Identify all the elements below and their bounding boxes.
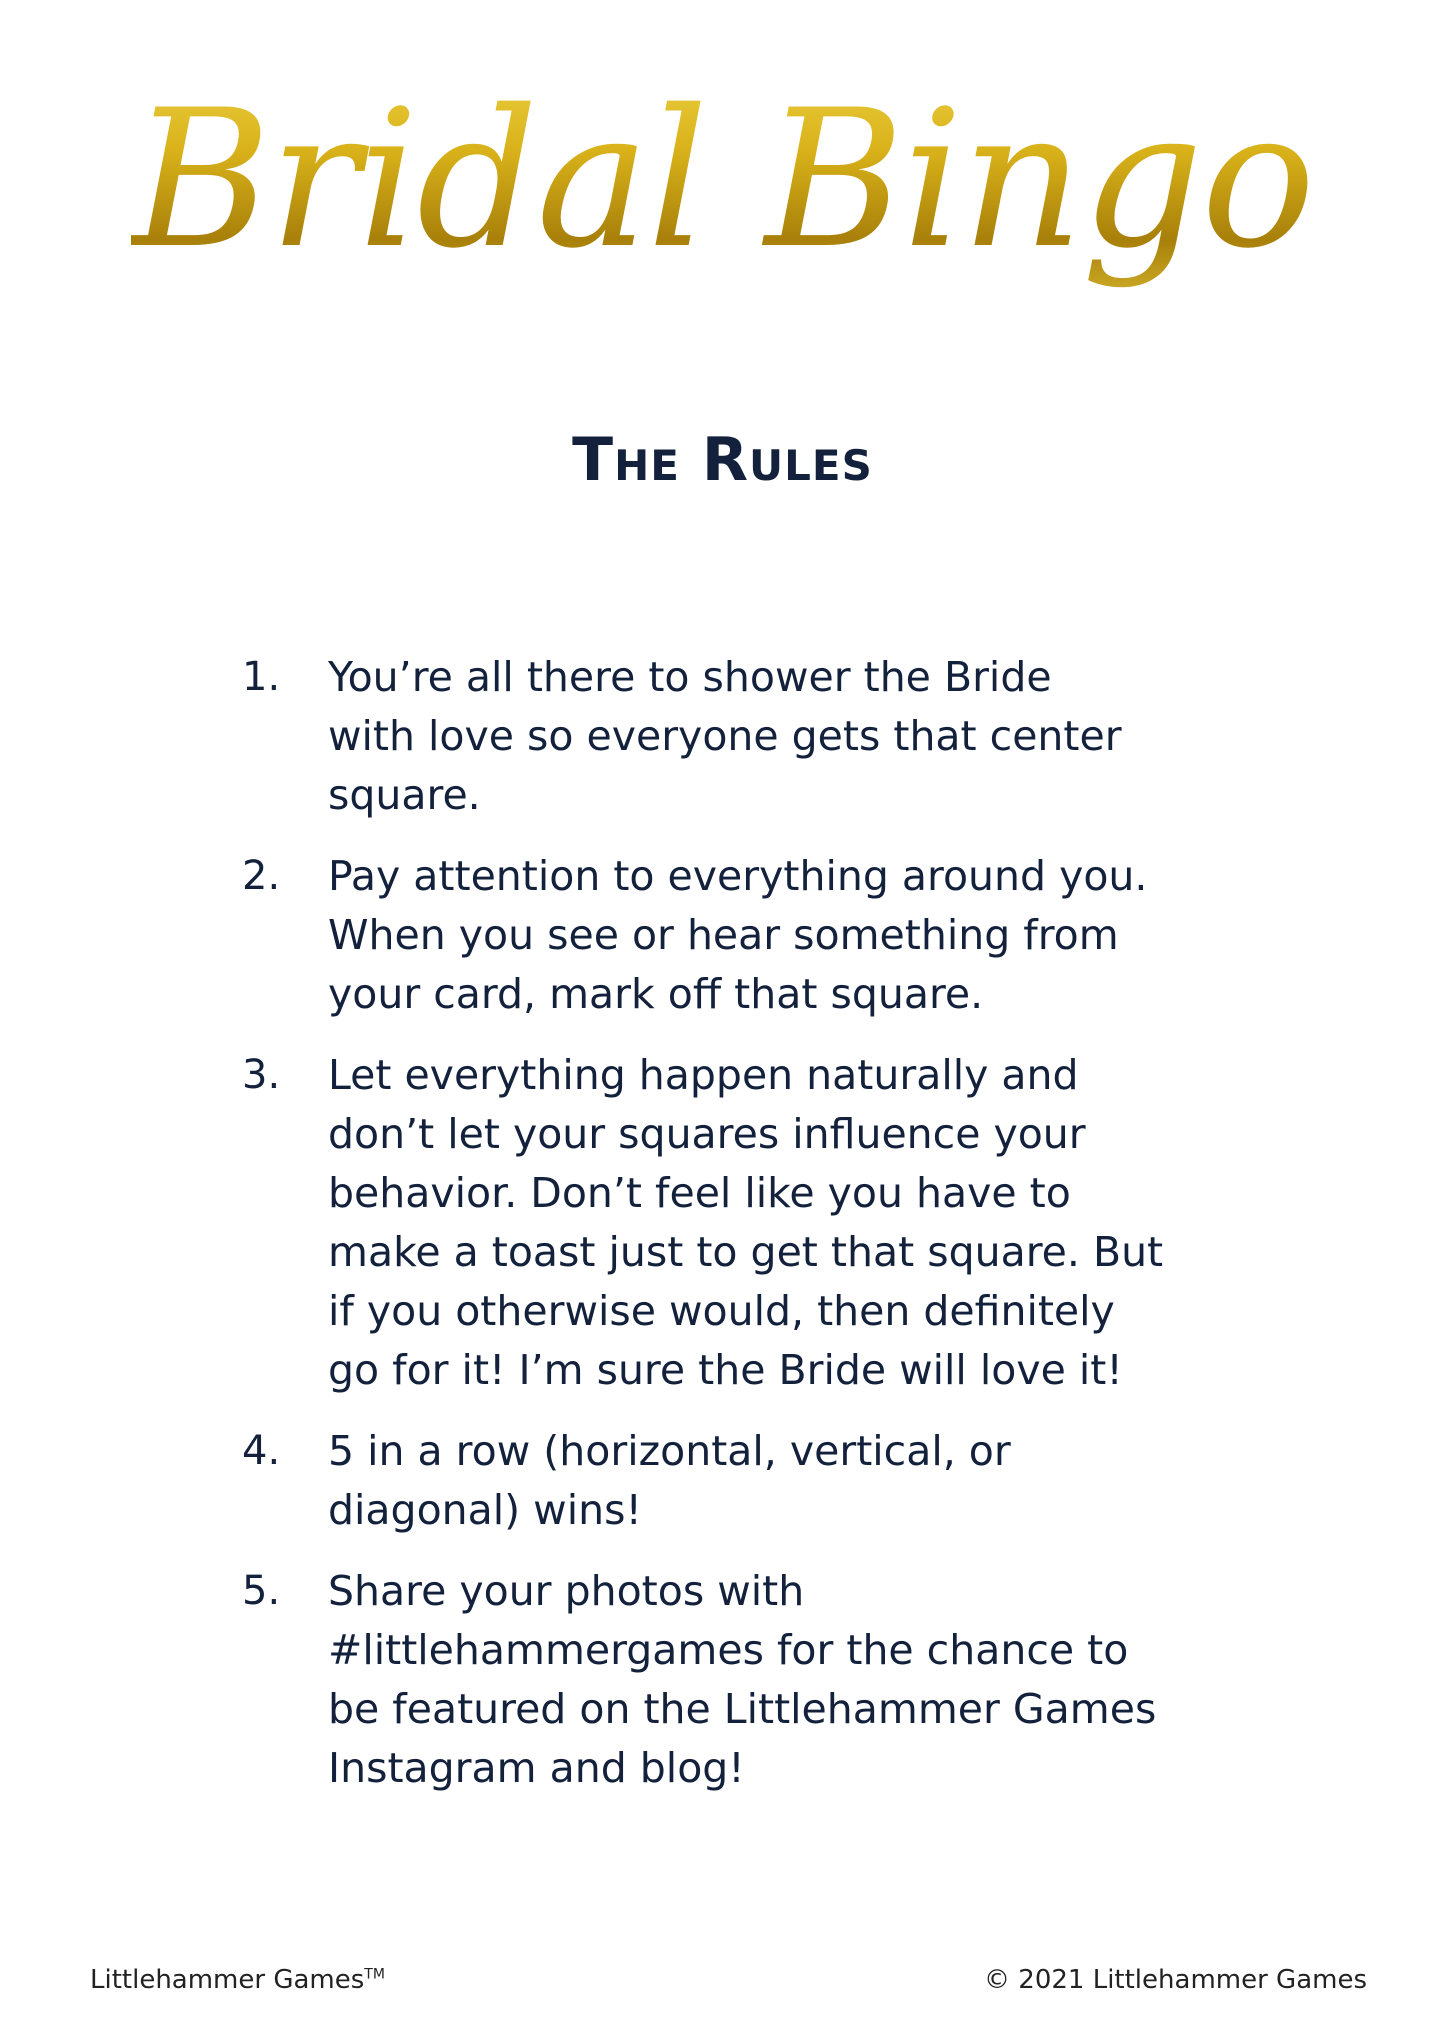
list-item xyxy=(230,648,1240,825)
rule-text: 5 in a row (horizontal, vertical, or diagonal) wins! xyxy=(328,1427,1011,1534)
script-title-text: Bridal Bingo xyxy=(131,30,1313,330)
rule-number: 2. xyxy=(242,853,281,899)
rule-number: 4. xyxy=(242,1428,281,1474)
rule-text: Share your photos with #littlehammergames for the chance to be featured on the Littlehammer Games Instagram and blog! xyxy=(328,1567,1157,1792)
rule-number: 5. xyxy=(242,1568,281,1614)
rule-number: 1. xyxy=(242,654,281,700)
footer-copyright: © 2021 Littlehammer Games xyxy=(984,1965,1367,1995)
bridal-bingo-title xyxy=(0,30,1445,360)
rule-number: 3. xyxy=(242,1052,281,1098)
list-item xyxy=(230,847,1240,1024)
list-item xyxy=(230,1562,1240,1798)
page-title: The Rules xyxy=(572,425,873,495)
footer-brand-text: Littlehammer Games xyxy=(90,1965,365,1995)
rule-text: You’re all there to shower the Bride with love so everyone gets that center square. xyxy=(328,653,1122,819)
rules-list xyxy=(230,648,1240,1820)
rule-text: Let everything happen naturally and don’t let your squares influence your behavior. Don’t feel like you have to make a toast just to get that square. But if you otherwise would, then definitely go for it! I’m sure the Bride will love it! xyxy=(328,1051,1164,1394)
trademark-mark: TM xyxy=(364,1966,385,1983)
list-item xyxy=(230,1422,1240,1540)
list-item xyxy=(230,1046,1240,1400)
rule-text: Pay attention to everything around you. When you see or hear something from your card, mark off that square. xyxy=(328,852,1148,1018)
footer-brand xyxy=(90,1965,385,1995)
